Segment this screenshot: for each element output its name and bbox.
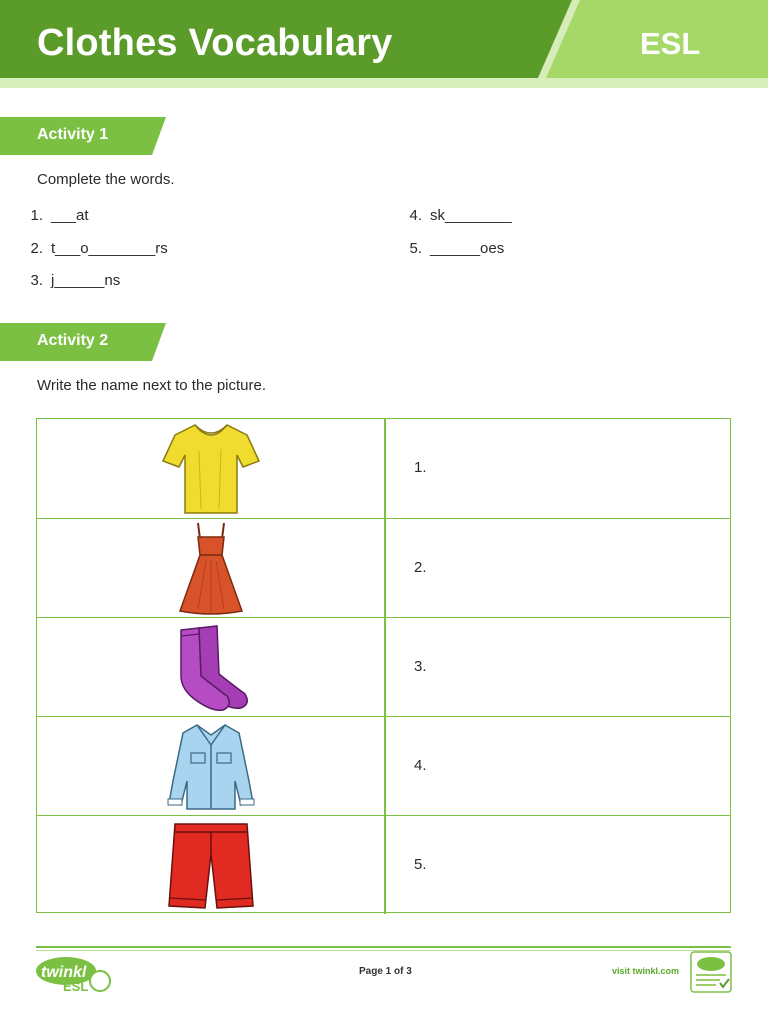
twinkl-logo-icon	[36, 955, 116, 993]
word-item-4	[396, 207, 512, 224]
word-item-number: 5.	[409, 240, 422, 257]
quality-badge	[690, 951, 732, 993]
page-number: Page 1 of 3	[359, 966, 412, 977]
table-row	[37, 419, 730, 518]
quality-badge-icon	[690, 951, 732, 993]
logo-sub-text: ESL	[63, 979, 89, 993]
answer-number: 2.	[414, 559, 427, 576]
page-title: Clothes Vocabulary	[37, 22, 393, 64]
answer-number: 3.	[414, 658, 427, 675]
activity-2-banner	[0, 323, 166, 361]
denim-jacket-picture	[37, 717, 384, 816]
word-item-text: j______ns	[51, 272, 121, 289]
activity-2-instruction: Write the name next to the picture.	[37, 377, 267, 394]
answer-number: 5.	[414, 856, 427, 873]
activity-1-banner	[0, 117, 166, 155]
word-item-number: 4.	[409, 207, 422, 224]
page-header	[0, 0, 768, 88]
word-item-1	[17, 207, 89, 224]
word-item-text: ______oes	[430, 240, 505, 257]
t-shirt-picture	[37, 419, 384, 518]
twinkl-esl-logo	[36, 955, 116, 993]
picture-table	[36, 418, 731, 913]
footer-divider	[36, 946, 731, 948]
word-item-number: 3.	[30, 272, 43, 289]
word-item-2	[17, 240, 168, 257]
word-item-text: ___at	[51, 207, 89, 224]
socks-picture	[37, 618, 384, 717]
answer-number: 4.	[414, 757, 427, 774]
t-shirt-icon	[161, 421, 261, 517]
jacket-icon	[165, 721, 257, 813]
column-divider	[384, 519, 386, 617]
word-item-5	[396, 240, 504, 257]
shorts-icon	[165, 820, 257, 912]
visit-link[interactable]: visit twinkl.com	[612, 966, 680, 976]
table-row	[37, 518, 730, 617]
activity-2-label: Activity 2	[37, 332, 109, 349]
activity-1-instruction: Complete the words.	[37, 171, 175, 188]
word-item-number: 2.	[30, 240, 43, 257]
column-divider	[384, 717, 386, 815]
dress-picture	[37, 519, 384, 618]
word-item-number: 1.	[30, 207, 43, 224]
table-row	[37, 617, 730, 716]
column-divider	[384, 816, 386, 914]
word-item-text: sk________	[430, 207, 512, 224]
shorts-picture	[37, 816, 384, 915]
word-item-text: t___o________rs	[51, 240, 168, 257]
dress-icon	[176, 521, 246, 617]
column-divider	[384, 419, 386, 518]
answer-number: 1.	[414, 459, 427, 476]
activity-1-label: Activity 1	[37, 126, 109, 143]
word-item-3	[17, 272, 120, 289]
column-divider	[384, 618, 386, 716]
esl-tag: ESL	[640, 26, 701, 61]
logo-text: twinkl	[41, 964, 87, 981]
footer-divider-thin	[36, 950, 731, 951]
table-row	[37, 716, 730, 815]
socks-icon	[171, 622, 251, 714]
table-row	[37, 815, 730, 914]
